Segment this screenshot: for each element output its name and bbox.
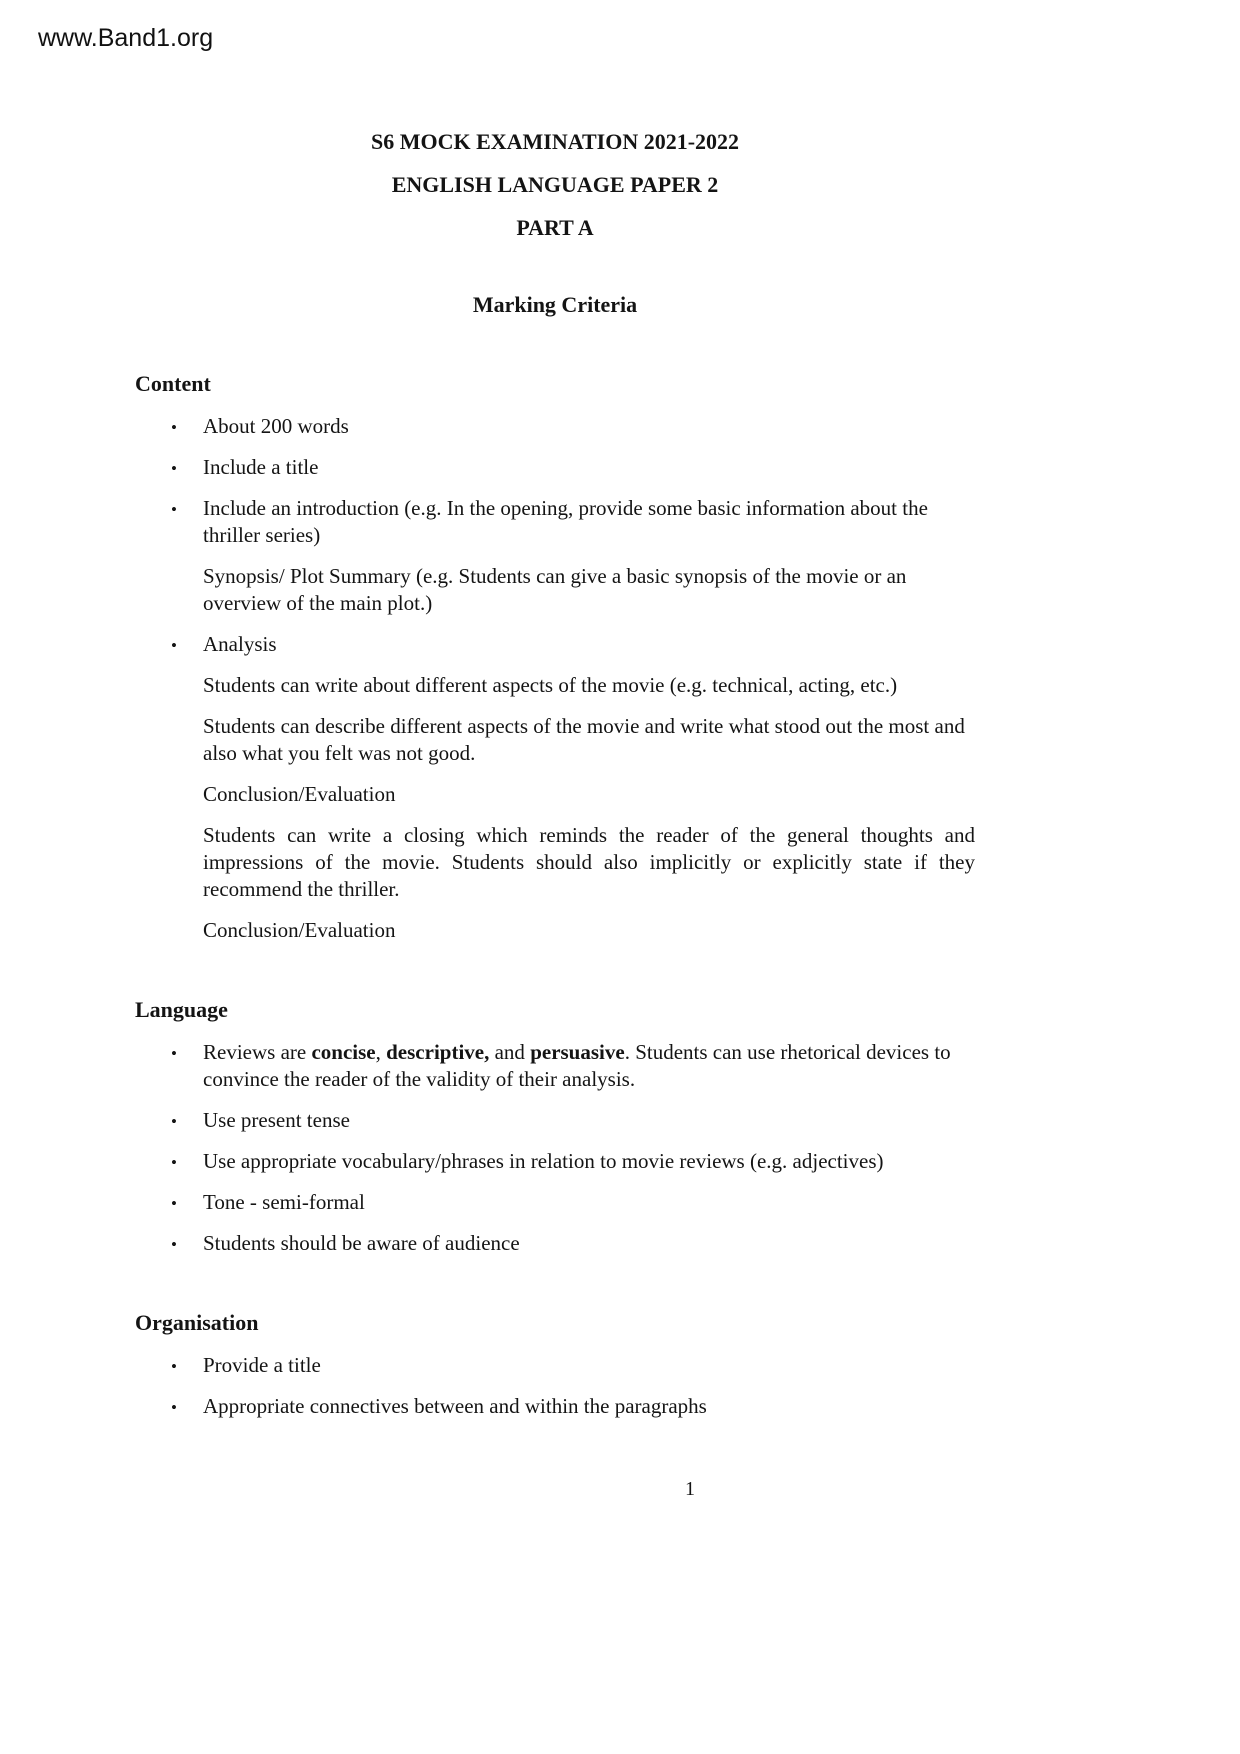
bullet-item — [135, 1352, 975, 1379]
item-text — [203, 918, 395, 942]
item-text — [203, 632, 277, 656]
bullet-icon: • — [171, 636, 177, 655]
item-text — [203, 714, 965, 765]
section-heading: Organisation — [135, 1310, 259, 1335]
bullet-icon: • — [171, 1357, 177, 1376]
item-text — [203, 1149, 884, 1173]
bullet-icon: • — [171, 1235, 177, 1254]
marking-criteria-subtitle: Marking Criteria — [472, 292, 638, 317]
paragraph — [135, 822, 975, 903]
text-run: Use appropriate vocabulary/phrases in relation to movie reviews (e.g. adjectives) — [203, 1149, 884, 1173]
document-title — [135, 128, 975, 241]
item-text — [203, 414, 349, 438]
paragraph — [135, 781, 975, 808]
text-run: Synopsis/ Plot Summary (e.g. Students can give a basic synopsis of the movie or an overview of the main plot.) — [203, 564, 907, 615]
text-run: Students should be aware of audience — [203, 1231, 520, 1255]
text-run: Reviews are — [203, 1040, 312, 1064]
bold-text: concise — [311, 1040, 376, 1064]
section-language — [135, 996, 975, 1257]
bullet-item — [135, 1189, 975, 1216]
text-run: Students can write a closing which reminds the reader of the general thoughts and impressions of the movie. Students should also implicitly or explicitly state if they recommend the thriller. — [203, 823, 975, 901]
text-run: Conclusion/Evaluation — [203, 782, 396, 806]
paragraph — [135, 713, 975, 767]
section-heading: Content — [135, 371, 211, 396]
section-organisation — [135, 1309, 975, 1420]
text-run: Provide a title — [203, 1353, 321, 1377]
bullet-item — [135, 631, 975, 658]
text-run: Include an introduction (e.g. In the opening, provide some basic information about the thriller series) — [203, 496, 928, 547]
item-text — [203, 823, 975, 901]
item-text — [203, 782, 395, 806]
bullet-item — [135, 1230, 975, 1257]
document-sections — [135, 370, 975, 1420]
text-run: Analysis — [203, 632, 277, 656]
text-run: Tone - semi-formal — [203, 1190, 365, 1214]
item-text — [203, 1394, 707, 1418]
text-run: Include a title — [203, 455, 319, 479]
document-content — [135, 0, 975, 1503]
item-text — [203, 1108, 350, 1132]
site-watermark: www.Band1.org — [38, 24, 214, 52]
title-line-exam: S6 MOCK EXAMINATION 2021-2022 — [370, 129, 740, 154]
text-run: Students can describe different aspects of the movie and write what stood out the most and also what you felt was not good. — [203, 714, 965, 765]
item-text — [203, 1231, 520, 1255]
title-line-paper: ENGLISH LANGUAGE PAPER 2 — [391, 172, 719, 197]
bullet-icon: • — [171, 1044, 177, 1063]
item-text — [203, 1353, 321, 1377]
item-text — [203, 673, 897, 697]
bullet-icon: • — [171, 418, 177, 437]
bullet-item — [135, 1039, 975, 1093]
page-number: 1 — [685, 1478, 695, 1500]
text-run: , — [375, 1040, 387, 1064]
paragraph — [135, 563, 975, 617]
bullet-icon: • — [171, 1194, 177, 1213]
bullet-item — [135, 1393, 975, 1420]
item-text — [203, 455, 318, 479]
text-run: Students can write about different aspects of the movie (e.g. technical, acting, etc.) — [203, 673, 898, 697]
bullet-item — [135, 1107, 975, 1134]
text-run: Use present tense — [203, 1108, 350, 1132]
bullet-item — [135, 1148, 975, 1175]
text-run: . Students can use rhetorical devices to convince the reader of the validity of their analysis. — [203, 1040, 951, 1091]
text-run: Appropriate connectives between and within the paragraphs — [203, 1394, 707, 1418]
title-line-part: PART A — [516, 215, 594, 240]
bullet-item — [135, 413, 975, 440]
section-heading: Language — [135, 997, 228, 1022]
text-run: and — [489, 1040, 531, 1064]
item-text — [203, 496, 928, 547]
paragraph — [135, 672, 975, 699]
bold-text: persuasive — [530, 1040, 625, 1064]
bold-text: descriptive, — [386, 1040, 490, 1064]
item-text — [203, 1190, 365, 1214]
bullet-icon: • — [171, 500, 177, 519]
item-text — [203, 564, 906, 615]
bullet-icon: • — [171, 459, 177, 478]
bullet-icon: • — [171, 1153, 177, 1172]
bullet-item — [135, 495, 975, 549]
bullet-item — [135, 454, 975, 481]
text-run: Conclusion/Evaluation — [203, 918, 396, 942]
bullet-icon: • — [171, 1398, 177, 1417]
section-content — [135, 370, 975, 944]
text-run: About 200 words — [203, 414, 349, 438]
bullet-icon: • — [171, 1112, 177, 1131]
item-text — [203, 1040, 951, 1091]
paragraph — [135, 917, 975, 944]
